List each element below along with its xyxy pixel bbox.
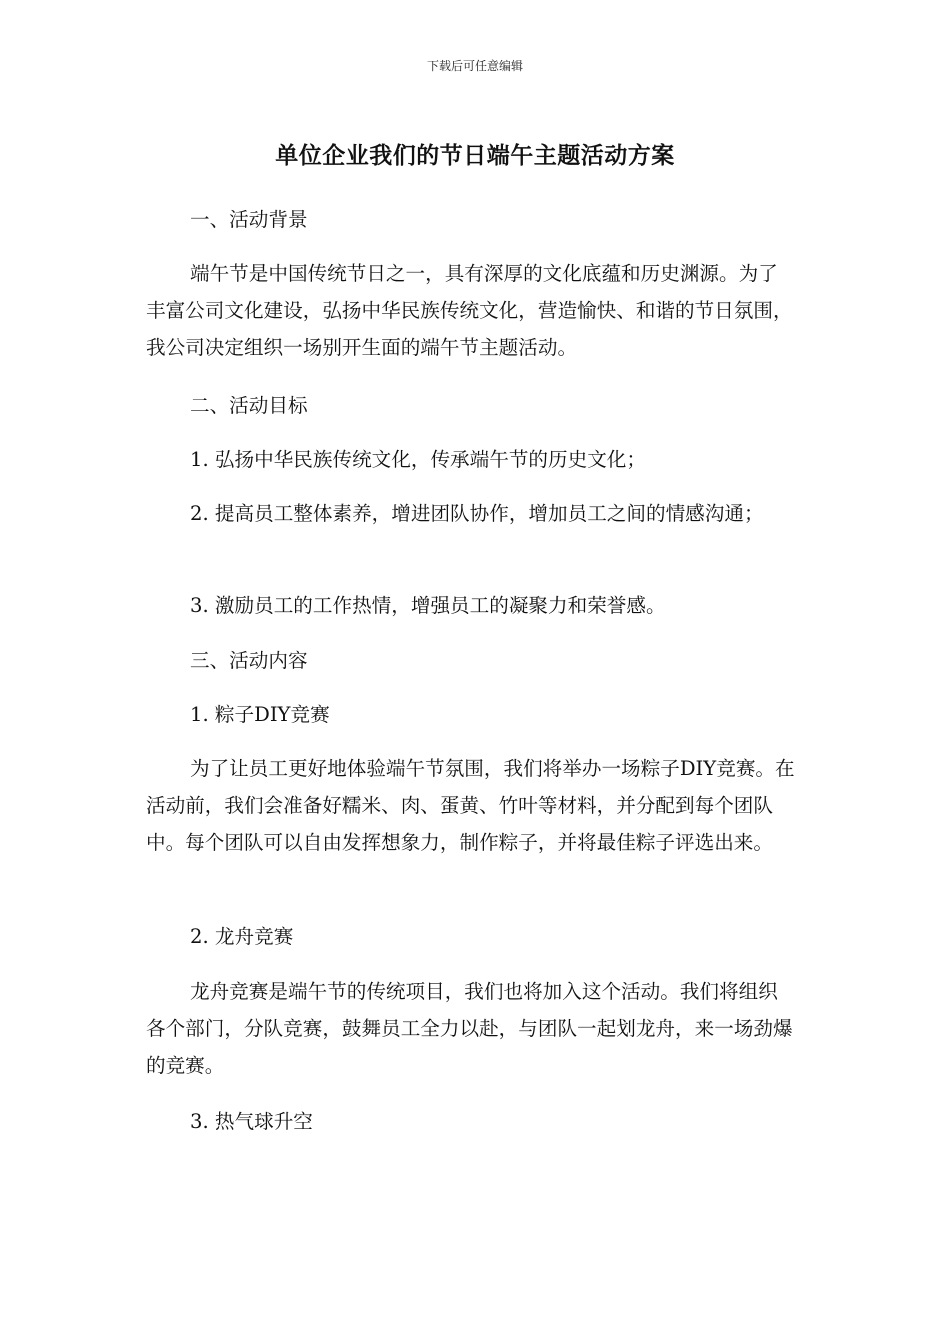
body-paragraph: 端午节是中国传统节日之一，具有深厚的文化底蕴和历史渊源。为了丰富公司文化建设，弘扬中华民族传统文化，营造愉快、和谐的节日氛围，我公司决定组织一场别开生面的端午节主题活动。	[146, 262, 793, 359]
document-title: 单位企业我们的节日端午主题活动方案	[275, 143, 675, 169]
list-item: 1. 弘扬中华民族传统文化，传承端午节的历史文化；	[190, 448, 646, 471]
subsection-heading: 1. 粽子DIY竞赛	[190, 703, 330, 726]
subsection-heading: 3. 热气球升空	[190, 1110, 313, 1133]
body-paragraph: 龙舟竞赛是端午节的传统项目，我们也将加入这个活动。我们将组织各个部门，分队竞赛，鼓舞员工全力以赴，与团队一起划龙舟，来一场劲爆的竞赛。	[146, 980, 793, 1077]
subsection-heading: 2. 龙舟竞赛	[190, 925, 294, 948]
list-item: 2. 提高员工整体素养，增进团队协作，增加员工之间的情感沟通；	[190, 502, 764, 525]
body-paragraph: 为了让员工更好地体验端午节氛围，我们将举办一场粽子DIY竞赛。在活动前，我们会准备好糯米、肉、蛋黄、竹叶等材料，并分配到每个团队中。每个团队可以自由发挥想象力，制作粽子，并将最佳粽子评选出来。	[146, 757, 795, 854]
section-heading: 一、活动背景	[190, 208, 308, 231]
page-header-note: 下载后可任意编辑	[426, 59, 523, 73]
section-heading: 三、活动内容	[190, 649, 308, 672]
section-heading: 二、活动目标	[190, 394, 308, 417]
list-item: 3. 激励员工的工作热情，增强员工的凝聚力和荣誉感。	[190, 594, 666, 617]
